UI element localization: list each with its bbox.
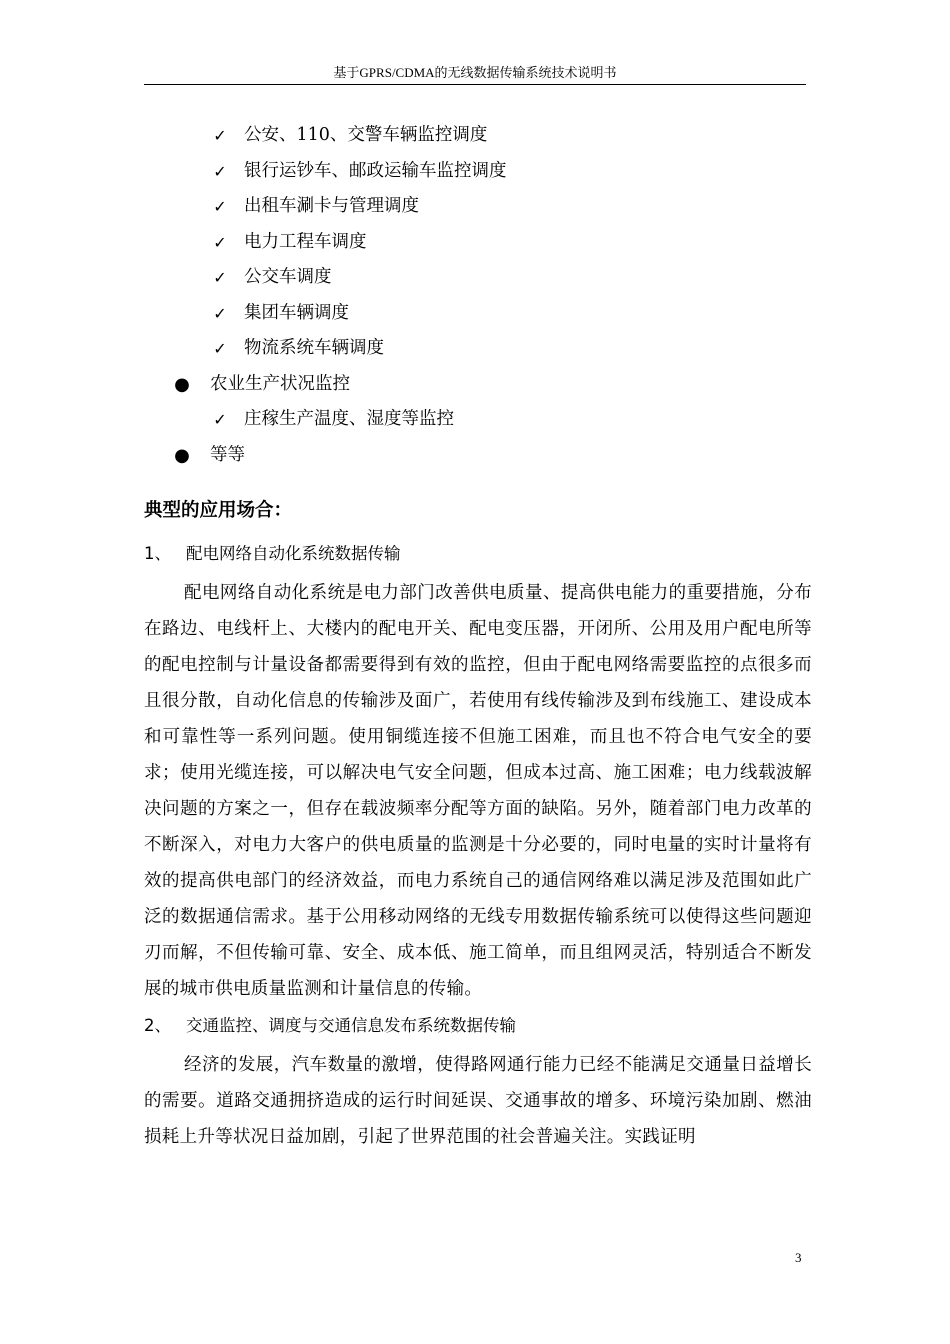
check-item	[144, 189, 812, 225]
bullet-item	[144, 367, 812, 403]
check-icon: ✓	[213, 161, 227, 181]
check-icon: ✓	[213, 339, 227, 358]
item-2-number: 2、	[144, 1016, 171, 1035]
check-item	[144, 118, 812, 154]
item-2-paragraph: 经济的发展，汽车数量的激增，使得路网通行能力已经不能满足交通量日益增长的需要。道路交通拥挤造成的运行时间延误、交通事故的增多、环境污染加剧、燃油损耗上升等状况日益加剧，引起了世界范围的社会普遍关注。实践证明	[144, 1055, 812, 1147]
list-item-text: 公交车调度	[244, 267, 332, 287]
check-item	[144, 260, 812, 296]
list-item-text: 集团车辆调度	[244, 302, 349, 323]
item-2-heading	[144, 1007, 812, 1045]
bullet-icon: ●	[174, 444, 190, 466]
page-header	[144, 64, 806, 85]
check-icon: ✓	[213, 410, 227, 429]
list-item-text: 等等	[210, 444, 245, 465]
check-item	[144, 296, 812, 332]
item-1-title: 配电网络自动化系统数据传输	[186, 544, 401, 563]
item-1-paragraph: 配电网络自动化系统是电力部门改善供电质量、提高供电能力的重要措施，分布在路边、电线杆上、大楼内的配电开关、配电变压器，开闭所、公用及用户配电所等的配电控制与计量设备都需要得到有效的监控，但由于配电网络需要监控的点很多而且很分散，自动化信息的传输涉及面广，若使用有线传输涉及到布线施工、建设成本和可靠性等一系列问题。使用铜缆连接不但施工困难，而且也不符合电气安全的要求；使用光缆连接，可以解决电气安全问题，但成本过高、施工困难；电力线载波解决问题的方案之一，但存在载波频率分配等方面的缺陷。另外，随着部门电力改革的不断深入，对电力大客户的供电质量的监测是十分必要的，同时电量的实时计量将有效的提高供电部门的经济效益，而电力系统自己的通信网络难以满足涉及范围如此广泛的数据通信需求。基于公用移动网络的无线专用数据传输系统可以使得这些问题迎刃而解，不但传输可靠、安全、成本低、施工简单，而且组网灵活，特别适合不断发展的城市供电质量监测和计量信息的传输。	[144, 583, 812, 999]
list-item-text: 农业生产状况监控	[210, 373, 350, 394]
section-heading: 典型的应用场合：	[144, 500, 293, 521]
bullet-item	[144, 438, 812, 474]
item-1-heading	[144, 535, 812, 573]
list-item-text: 物流系统车辆调度	[244, 338, 384, 358]
check-icon: ✓	[213, 268, 227, 287]
check-item	[144, 331, 812, 367]
bullet-icon: ●	[174, 373, 190, 395]
list-item-text: 公安、110、交警车辆监控调度	[244, 125, 488, 145]
header-title: 基于GPRS/CDMA的无线数据传输系统技术说明书	[333, 65, 617, 80]
list-item-text: 庄稼生产温度、湿度等监控	[244, 409, 454, 429]
check-item	[144, 225, 812, 261]
page-number: 3	[795, 1250, 802, 1265]
bullet-list	[144, 118, 812, 473]
item-2-title: 交通监控、调度与交通信息发布系统数据传输	[186, 1016, 516, 1035]
list-item-text: 出租车涮卡与管理调度	[244, 196, 419, 216]
check-item	[144, 402, 812, 438]
check-icon: ✓	[213, 232, 227, 252]
check-icon: ✓	[213, 197, 227, 216]
check-item	[144, 154, 812, 190]
list-item-text: 银行运钞车、邮政运输车监控调度	[244, 160, 507, 181]
page-content	[144, 118, 812, 1155]
list-item-text: 电力工程车调度	[244, 231, 367, 252]
check-icon: ✓	[213, 303, 227, 323]
item-1-number: 1、	[144, 544, 171, 563]
check-icon: ✓	[213, 126, 227, 145]
